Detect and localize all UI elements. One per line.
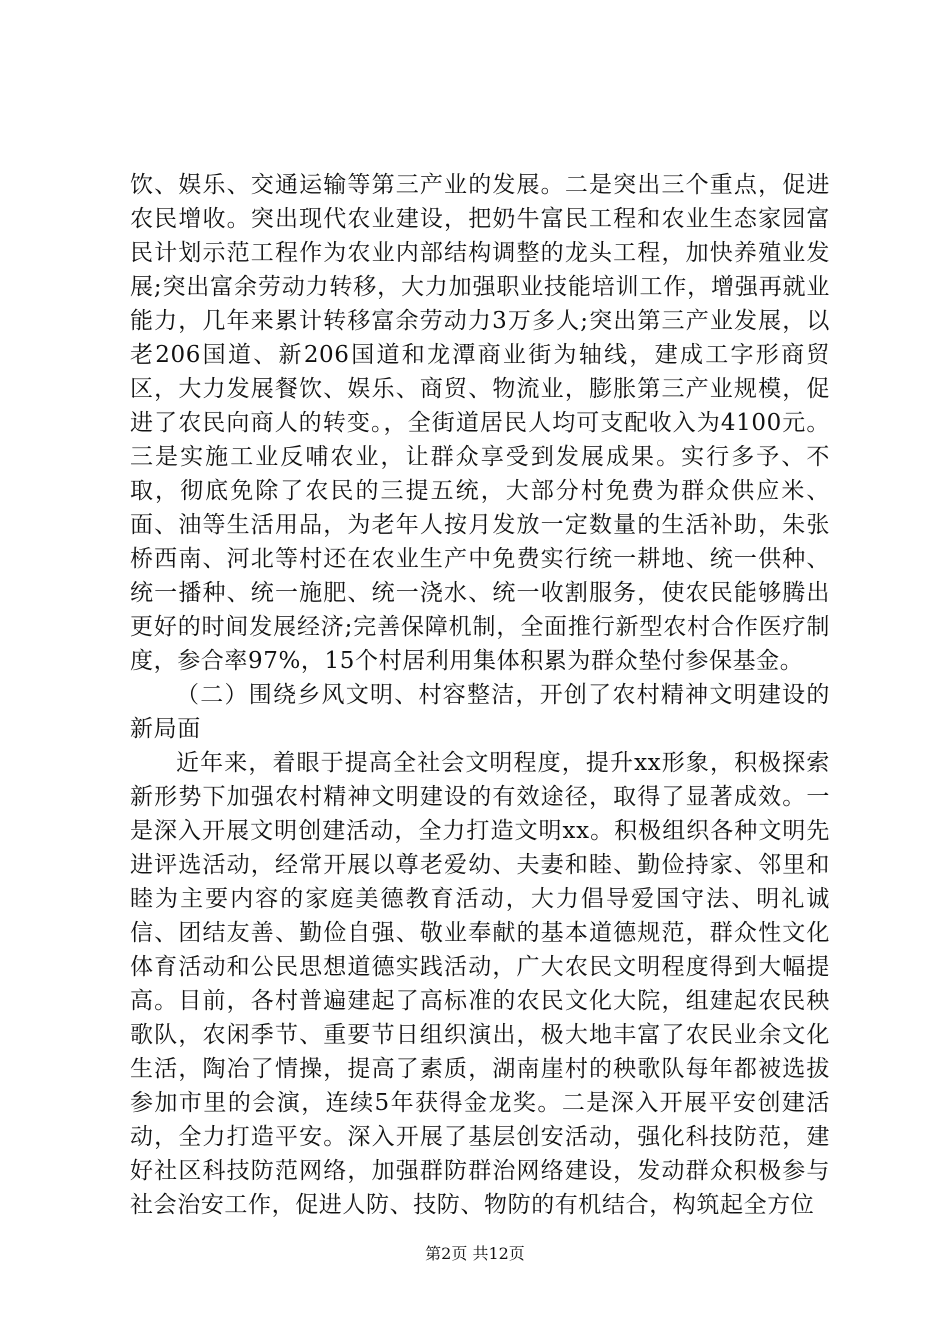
page-number-footer: 第2页 共12页	[425, 1244, 525, 1263]
document-body	[130, 168, 830, 1222]
section-heading-spiritual-civilization: （二）围绕乡风文明、村容整洁，开创了农村精神文明建设的新局面	[130, 682, 830, 742]
paragraph-economy: 饮、娱乐、交通运输等第三产业的发展。二是突出三个重点，促进农民增收。突出现代农业建设，把奶牛富民工程和农业生态家园富民计划示范工程作为农业内部结构调整的龙头工程，加快养殖业发展;突出富余劳动力转移，大力加强职业技能培训工作，增强再就业能力，几年来累计转移富余劳动力3万多人;突出第三产业发展，以老206国道、新206国道和龙潭商业街为轴线，建成工字形商贸区，大力发展餐饮、娱乐、商贸、物流业，膨胀第三产业规模，促进了农民向商人的转变。，全街道居民人均可支配收入为4100元。三是实施工业反哺农业，让群众享受到发展成果。实行多予、不取，彻底免除了农民的三提五统，大部分村免费为群众供应米、面、油等生活用品，为老年人按月发放一定数量的生活补助，朱张桥西南、河北等村还在农业生产中免费实行统一耕地、统一供种、统一播种、统一施肥、统一浇水、统一收割服务，使农民能够腾出更好的时间发展经济;完善保障机制，全面推行新型农村合作医疗制度，参合率97%，15个村居利用集体积累为群众垫付参保基金。	[130, 172, 830, 674]
paragraph-civilization: 近年来，着眼于提高全社会文明程度，提升xx形象，积极探索新形势下加强农村精神文明建设的有效途径，取得了显著成效。一是深入开展文明创建活动，全力打造文明xx。积极组织各种文明先进评选活动，经常开展以尊老爱幼、夫妻和睦、勤俭持家、邻里和睦为主要内容的家庭美德教育活动，大力倡导爱国守法、明礼诚信、团结友善、勤俭自强、敬业奉献的基本道德规范，群众性文化体育活动和公民思想道德实践活动，广大农民文明程度得到大幅提高。目前，各村普遍建起了高标准的农民文化大院，组建起农民秧歌队，农闲季节、重要节日组织演出，极大地丰富了农民业余文化生活，陶冶了情操，提高了素质，湖南崖村的秧歌队每年都被选拔参加市里的会演，连续5年获得金龙奖。二是深入开展平安创建活动，全力打造平安。深入开展了基层创安活动，强化科技防范，建好社区科技防范网络，加强群防群治网络建设，发动群众积极参与社会治安工作，促进人防、技防、物防的有机结合，构筑起全方位	[130, 750, 830, 1218]
